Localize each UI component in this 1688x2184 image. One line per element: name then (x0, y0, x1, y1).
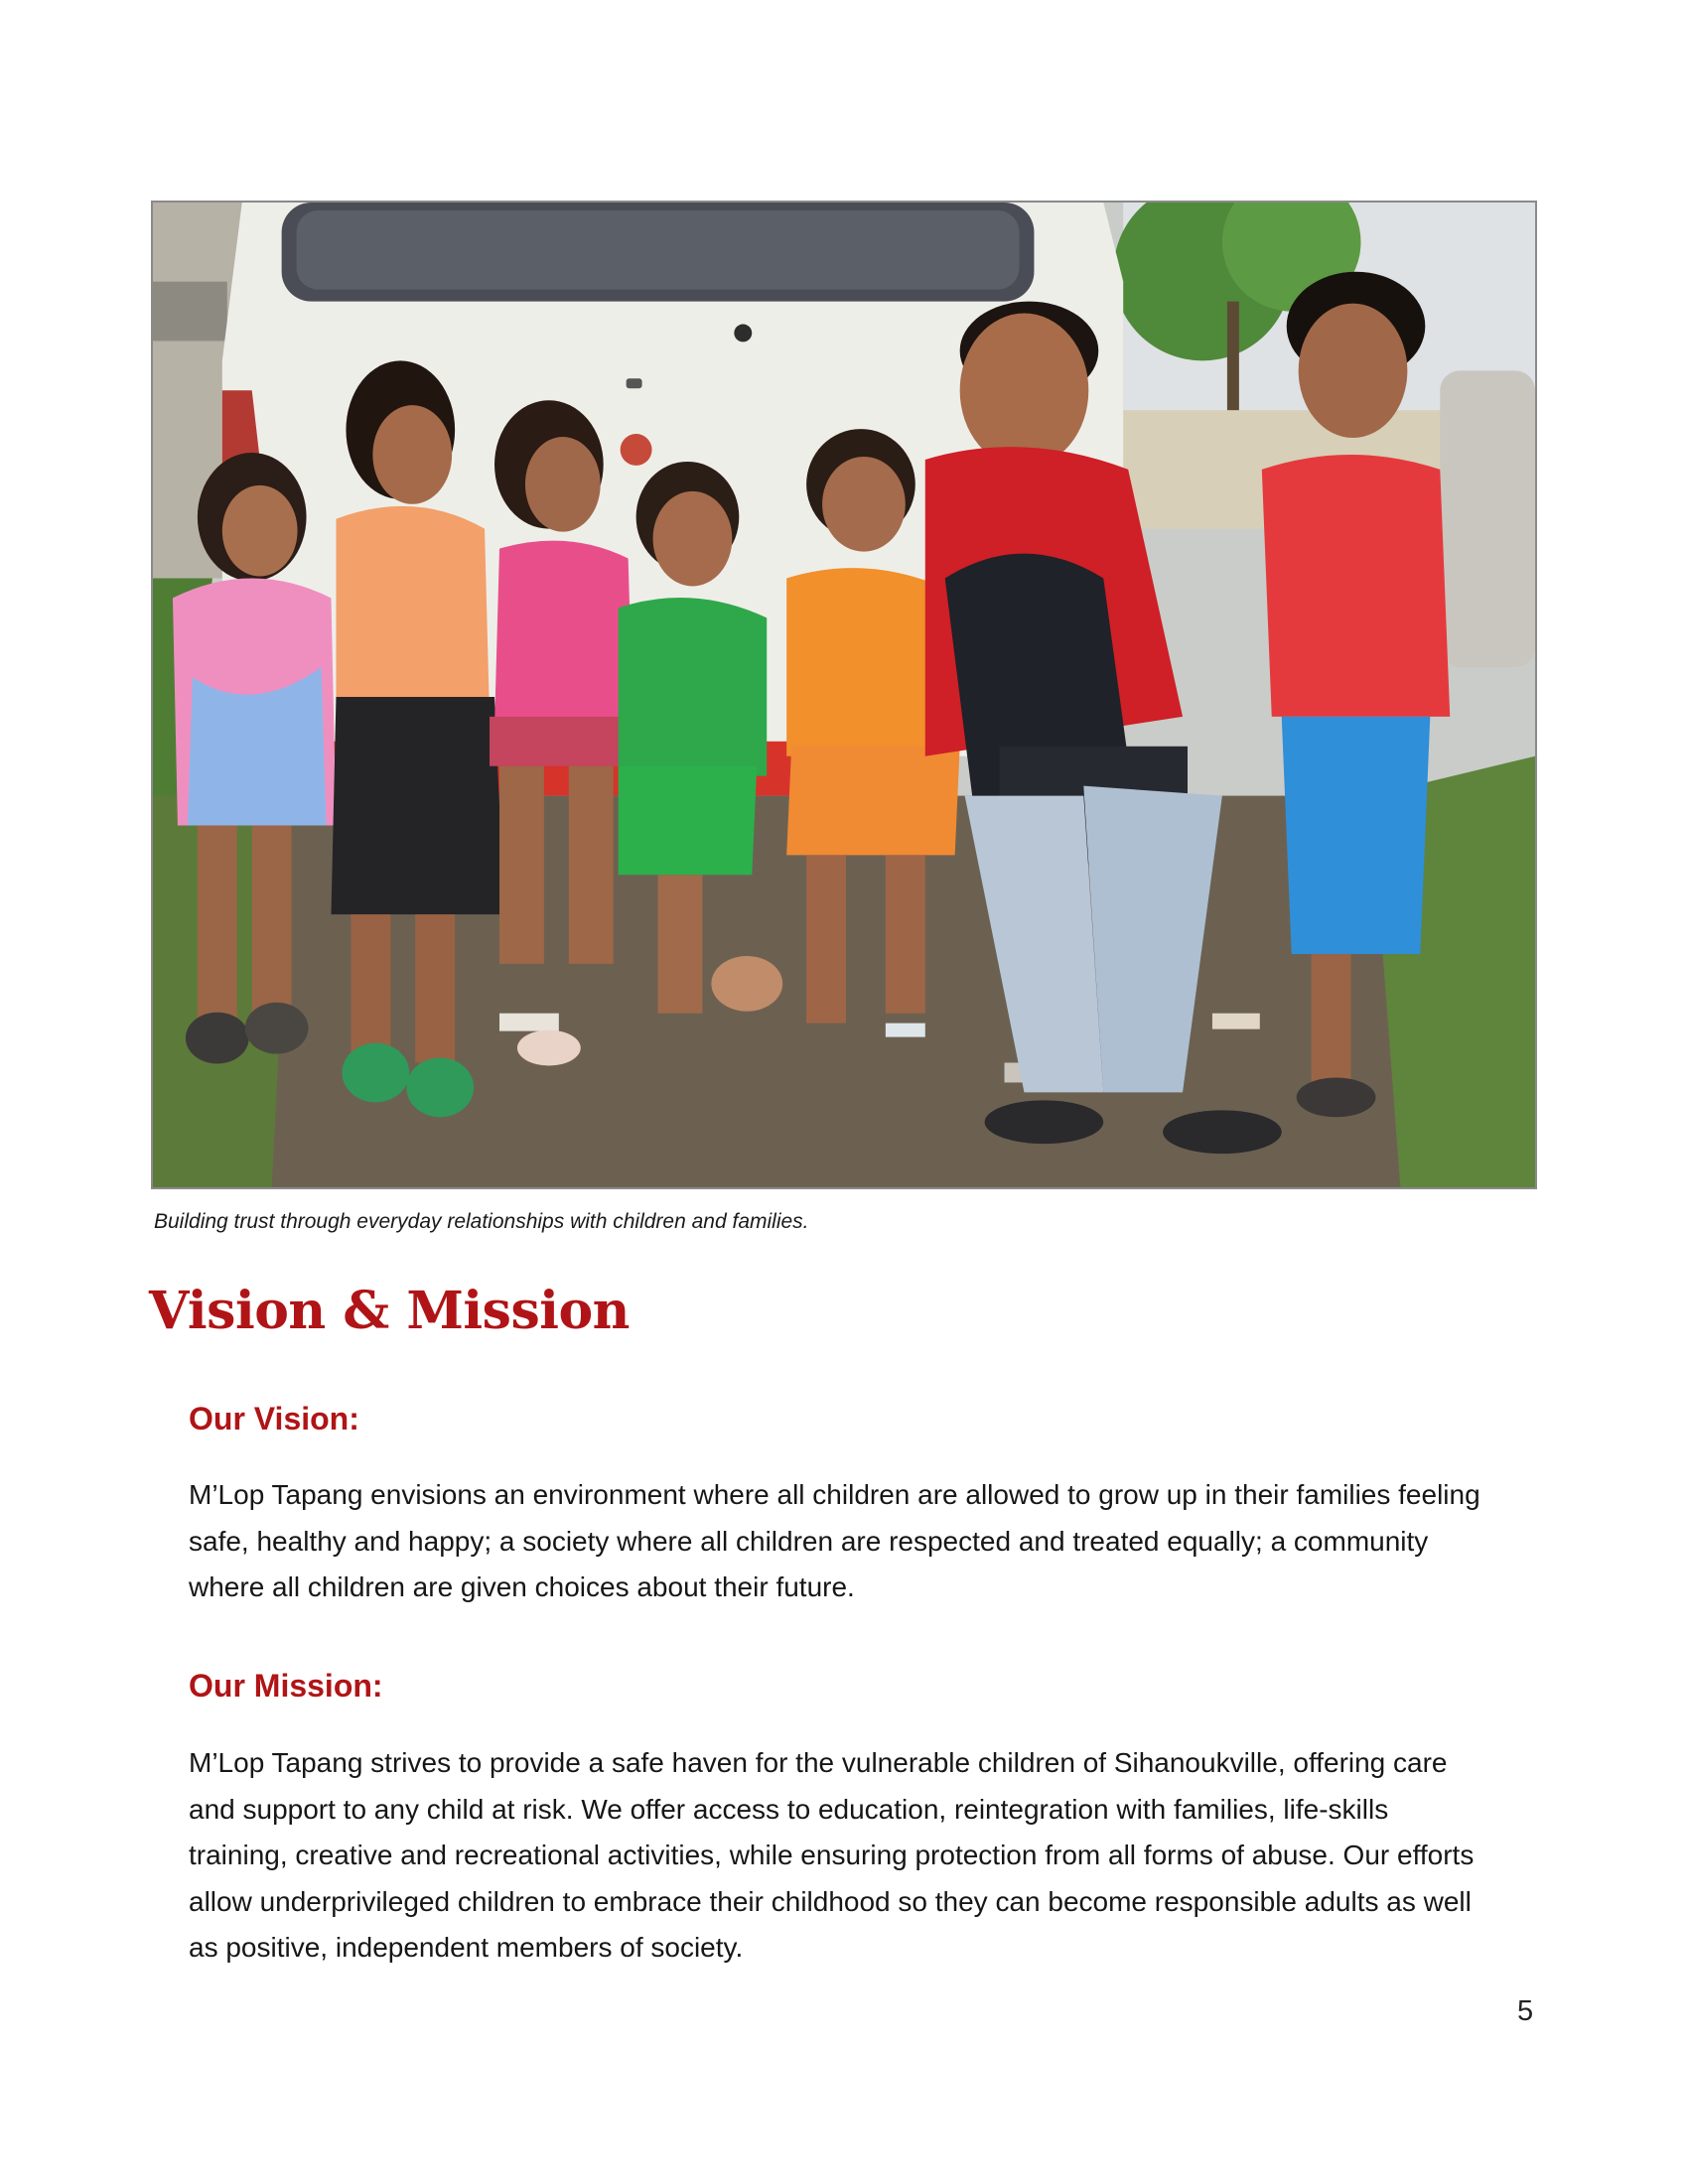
mission-text: M’Lop Tapang strives to provide a safe haven for the vulnerable children of Sihanoukville, offering care and support to any child at risk. We offer access to education, reintegration with families, life-skills training, creative and recreational activities, while ensuring protection from all forms of abuse. Our efforts allow underprivileged children to embrace their childhood so they can become responsible adults as well as positive, independent members of society. (189, 1747, 1475, 1963)
vision-heading: Our Vision: (189, 1401, 359, 1436)
mission-heading: Our Mission: (189, 1668, 383, 1704)
page-number: 5 (1517, 1995, 1534, 2027)
page-title: Vision & Mission (149, 1281, 630, 1341)
hero-photo (151, 201, 1537, 1189)
photo-children-with-staff-icon (153, 203, 1535, 1187)
photo-caption: Building trust through everyday relationships with children and families. (154, 1210, 809, 1233)
vision-text: M’Lop Tapang envisions an environment where all children are allowed to grow up in their families feeling safe, healthy and happy; a society where all children are respected and treated equally; a community where all children are given choices about their future. (189, 1479, 1480, 1602)
